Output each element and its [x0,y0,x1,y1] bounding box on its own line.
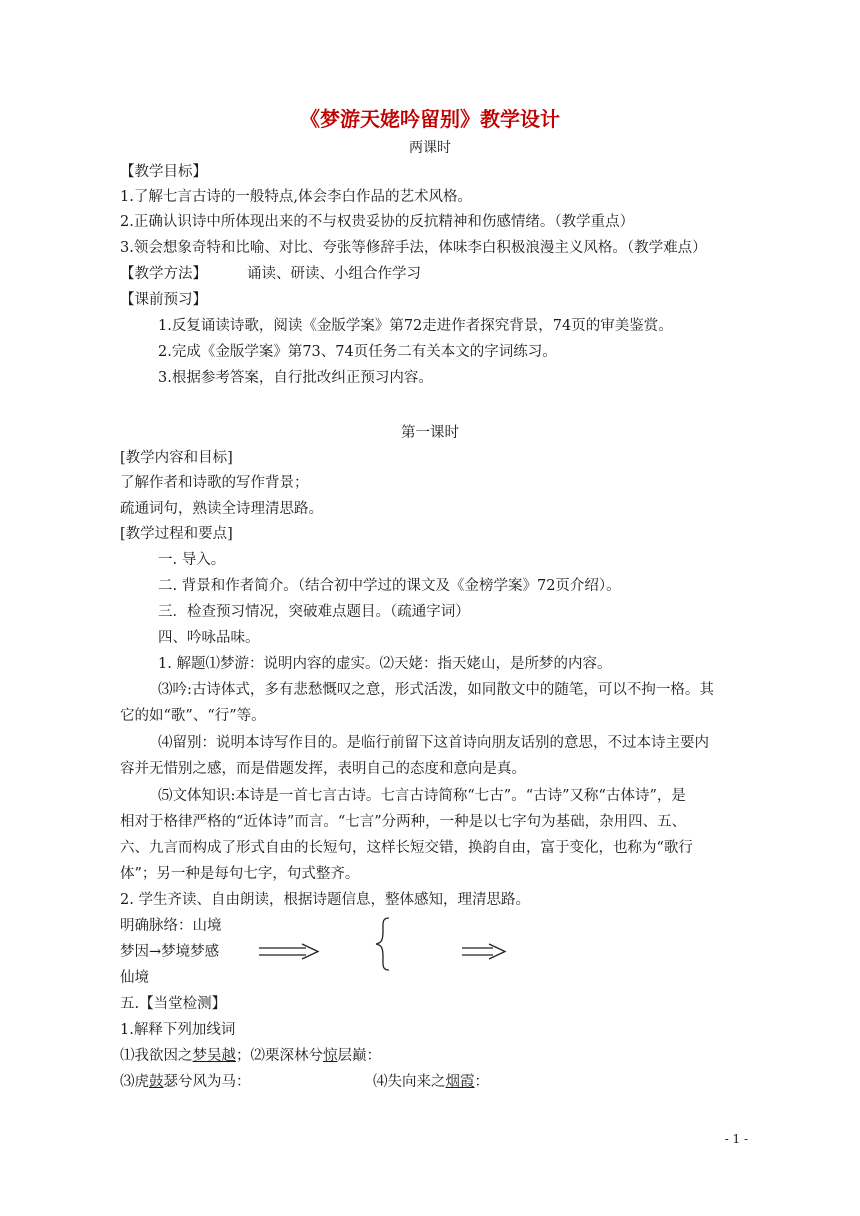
preview-item: 1.反复诵读诗歌，阅读《金版学案》第72走进作者探究背景，74页的审美鉴赏。 [158,318,673,334]
content-line: 了解作者和诗歌的写作背景； [120,475,309,491]
test-item: ⑶虎鼓瑟兮风为马： [120,1074,251,1090]
test-question: 1.解释下列加线词 [120,1022,236,1038]
document-title: 《梦游天姥吟留别》教学设计 [300,107,560,131]
process-heading: [教学过程和要点] [120,526,233,542]
objectives-heading: 【教学目标】 [120,164,207,180]
objective-item: 2.正确认识诗中所体现出来的不与权贵妥协的反抗精神和伤感情绪。（教学重点） [120,214,635,230]
diagram-line: 明确脉络：山境 [120,918,222,934]
underlined-word: 鼓 [149,1074,164,1090]
test-item: ⑷失向来之烟霞： [373,1074,489,1090]
paragraph-line: ⑷留别：说明本诗写作目的。是临行前留下这首诗向朋友话别的意思，不过本诗主要内 [158,735,709,751]
step-item: 2. 学生齐读、自由朗读，根据诗题信息，整体感知，理清思路。 [120,892,530,908]
paragraph-line: 六、九言而构成了形式自由的长短句，这样长短交错，换韵自由，富于变化，也称为“歌行 [120,840,693,856]
document-subtitle: 两课时 [409,140,451,156]
lesson-title: 第一课时 [401,425,459,441]
content-heading: [教学内容和目标] [120,450,233,466]
methods-line [120,264,421,284]
objective-item: 3.领会想象奇特和比喻、对比、夸张等修辞手法，体味李白积极浪漫主义风格。（教学难点） [120,240,707,256]
step-item: 1. 解题⑴梦游：说明内容的虚实。⑵天姥：指天姥山，是所梦的内容。 [158,656,612,672]
underlined-word: 烟霞 [445,1074,475,1090]
paragraph-line: 它的如“歌”、“行”等。 [120,708,266,724]
paragraph-line: 相对于格律严格的“近体诗”而言。“七言”分两种，一种是以七字句为基础，杂用四、五、 [120,814,687,830]
paragraph-line: 容并无惜别之感，而是借题发挥，表明自己的态度和意向是真。 [120,761,526,777]
double-arrow-icon [461,943,507,961]
preview-heading: 【课前预习】 [120,292,207,308]
objective-item: 1.了解七言古诗的一般特点,体会李白作品的艺术风格。 [120,189,472,205]
paragraph-line: 体”；另一种是每句七字，句式整齐。 [120,866,360,882]
left-brace-icon [374,917,394,971]
methods-heading: 【教学方法】 [120,266,207,282]
page-number: - 1 - [724,1132,748,1146]
step-item: 二. 背景和作者简介。（结合初中学过的课文及《金榜学案》72页介绍）。 [158,578,621,594]
preview-item: 3.根据参考答案，自行批改纠正预习内容。 [158,370,433,386]
step-item: 一. 导入。 [158,552,226,568]
step-item: 三．检查预习情况，突破难点题目。（疏通字词） [158,604,470,620]
paragraph-line: ⑶吟:古诗体式，多有悲愁慨叹之意，形式活泼，如同散文中的随笔，可以不拘一格。其 [158,682,714,698]
test-item: ⑴我欲因之梦吴越；⑵栗深林兮惊层巅： [120,1048,381,1064]
underlined-word: 惊 [323,1048,338,1064]
step-item: 四、吟咏品味。 [158,630,260,646]
double-arrow-icon [258,943,320,961]
preview-item: 2.完成《金版学案》第73、74页任务二有关本文的字词练习。 [158,344,557,360]
paragraph-line: ⑸文体知识:本诗是一首七言古诗。七言古诗简称“七古”。“古诗”又称“古体诗”，是 [158,788,686,804]
content-line: 疏通词句，熟读全诗理清思路。 [120,501,323,517]
underlined-word: 梦吴越 [192,1048,236,1064]
methods-text: 诵读、研读、小组合作学习 [247,266,421,282]
test-heading: 五.【当堂检测】 [120,996,227,1012]
diagram-line: 仙境 [120,970,149,986]
diagram-line: 梦因→梦境梦感 [120,944,220,960]
